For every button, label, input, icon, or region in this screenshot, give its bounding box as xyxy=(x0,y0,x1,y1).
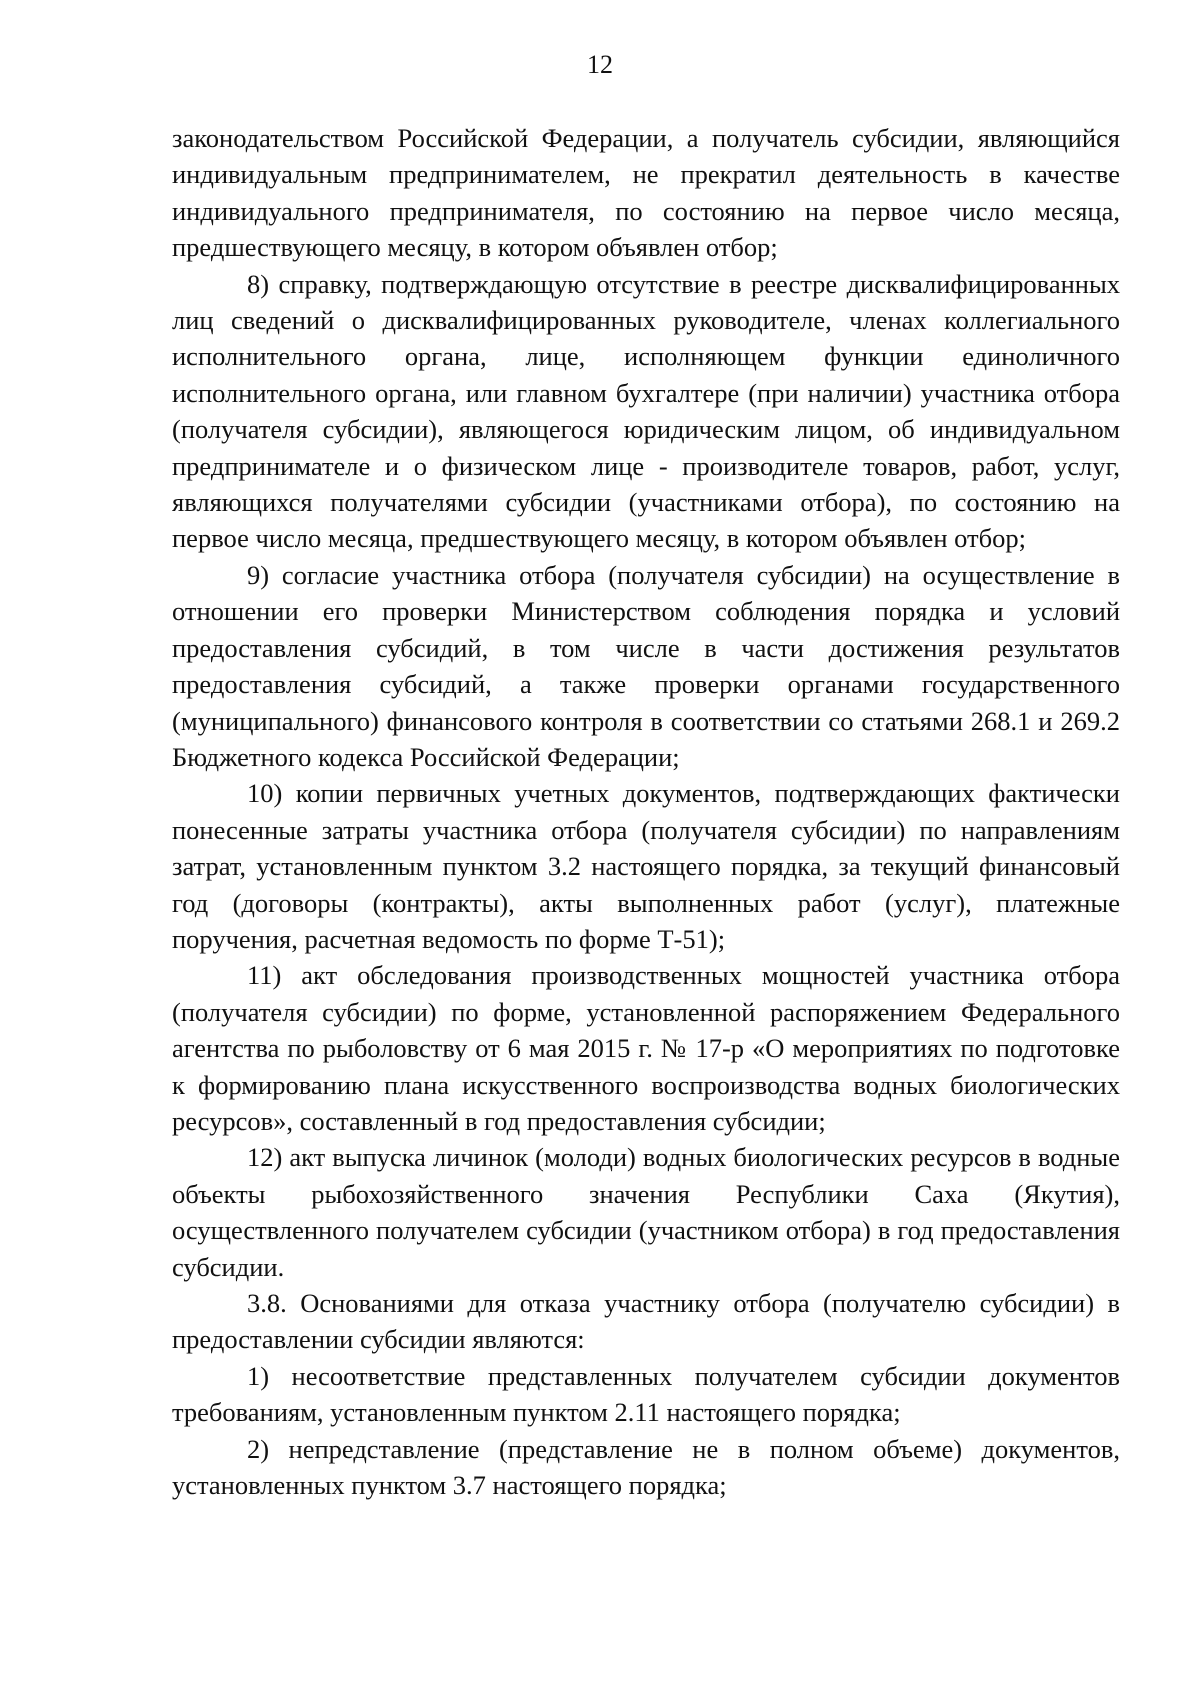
document-body xyxy=(172,120,1120,1503)
paragraph-item-12: 12) акт выпуска личинок (молоди) водных биологических ресурсов в водные объекты рыбохозяйственного значения Республики Саха (Якутия), осуществленного получателем субсидии (участником отбора) в год предоставления субсидии. xyxy=(172,1142,1120,1282)
paragraph-refusal-2: 2) непредставление (представление не в полном объеме) документов, установленных пунктом 3.7 настоящего порядка; xyxy=(172,1433,1120,1501)
paragraph-item-10: 10) копии первичных учетных документов, подтверждающих фактически понесенные затраты участника отбора (получателя субсидии) по направлениям затрат, установленным пунктом 3.2 настоящего порядка, за текущий финансовый год (договоры (контракты), акты выполненных работ (услуг), платежные поручения, расчетная ведомость по форме Т-51); xyxy=(172,778,1120,954)
paragraph-refusal-1: 1) несоответствие представленных получателем субсидии документов требованиям, установленным пунктом 2.11 настоящего порядка; xyxy=(172,1360,1120,1428)
paragraph-continuation: законодательством Российской Федерации, а получатель субсидии, являющийся индивидуальным предпринимателем, не прекратил деятельность в качестве индивидуального предпринимателя, по состоянию на первое число месяца, предшествующего месяцу, в котором объявлен отбор; xyxy=(172,123,1120,263)
paragraph-section-3-8: 3.8. Основаниями для отказа участнику отбора (получателю субсидии) в предоставлении субсидии являются: xyxy=(172,1288,1120,1355)
paragraph-item-9: 9) согласие участника отбора (получателя субсидии) на осуществление в отношении его проверки Министерством соблюдения порядка и условий предоставления субсидий, в том числе в части достижения результатов предоставления субсидий, а также проверки органами государственного (муниципального) финансового контроля в соответствии со статьями 268.1 и 269.2 Бюджетного кодекса Российской Федерации; xyxy=(172,559,1120,772)
paragraph-item-11: 11) акт обследования производственных мощностей участника отбора (получателя субсидии) по форме, установленной распоряжением Федерального агентства по рыболовству от 6 мая 2015 г. № 17-р «О мероприятиях по подготовке к формированию плана искусственного воспроизводства водных биологических ресурсов», составленный в год предоставления субсидии; xyxy=(172,960,1120,1136)
paragraph-item-8: 8) справку, подтверждающую отсутствие в реестре дисквалифицированных лиц сведений о дисквалифицированных руководителе, членах коллегиального исполнительного органа, лице, исполняющем функции единоличного исполнительного органа, или главном бухгалтере (при наличии) участника отбора (получателя субсидии), являющегося юридическим лицом, об индивидуальном предпринимателе и о физическом лице - производителе товаров, работ, услуг, являющихся получателями субсидии (участниками отбора), по состоянию на первое число месяца, предшествующего месяцу, в котором объявлен отбор; xyxy=(172,268,1120,554)
page-number: 12 xyxy=(587,50,613,79)
